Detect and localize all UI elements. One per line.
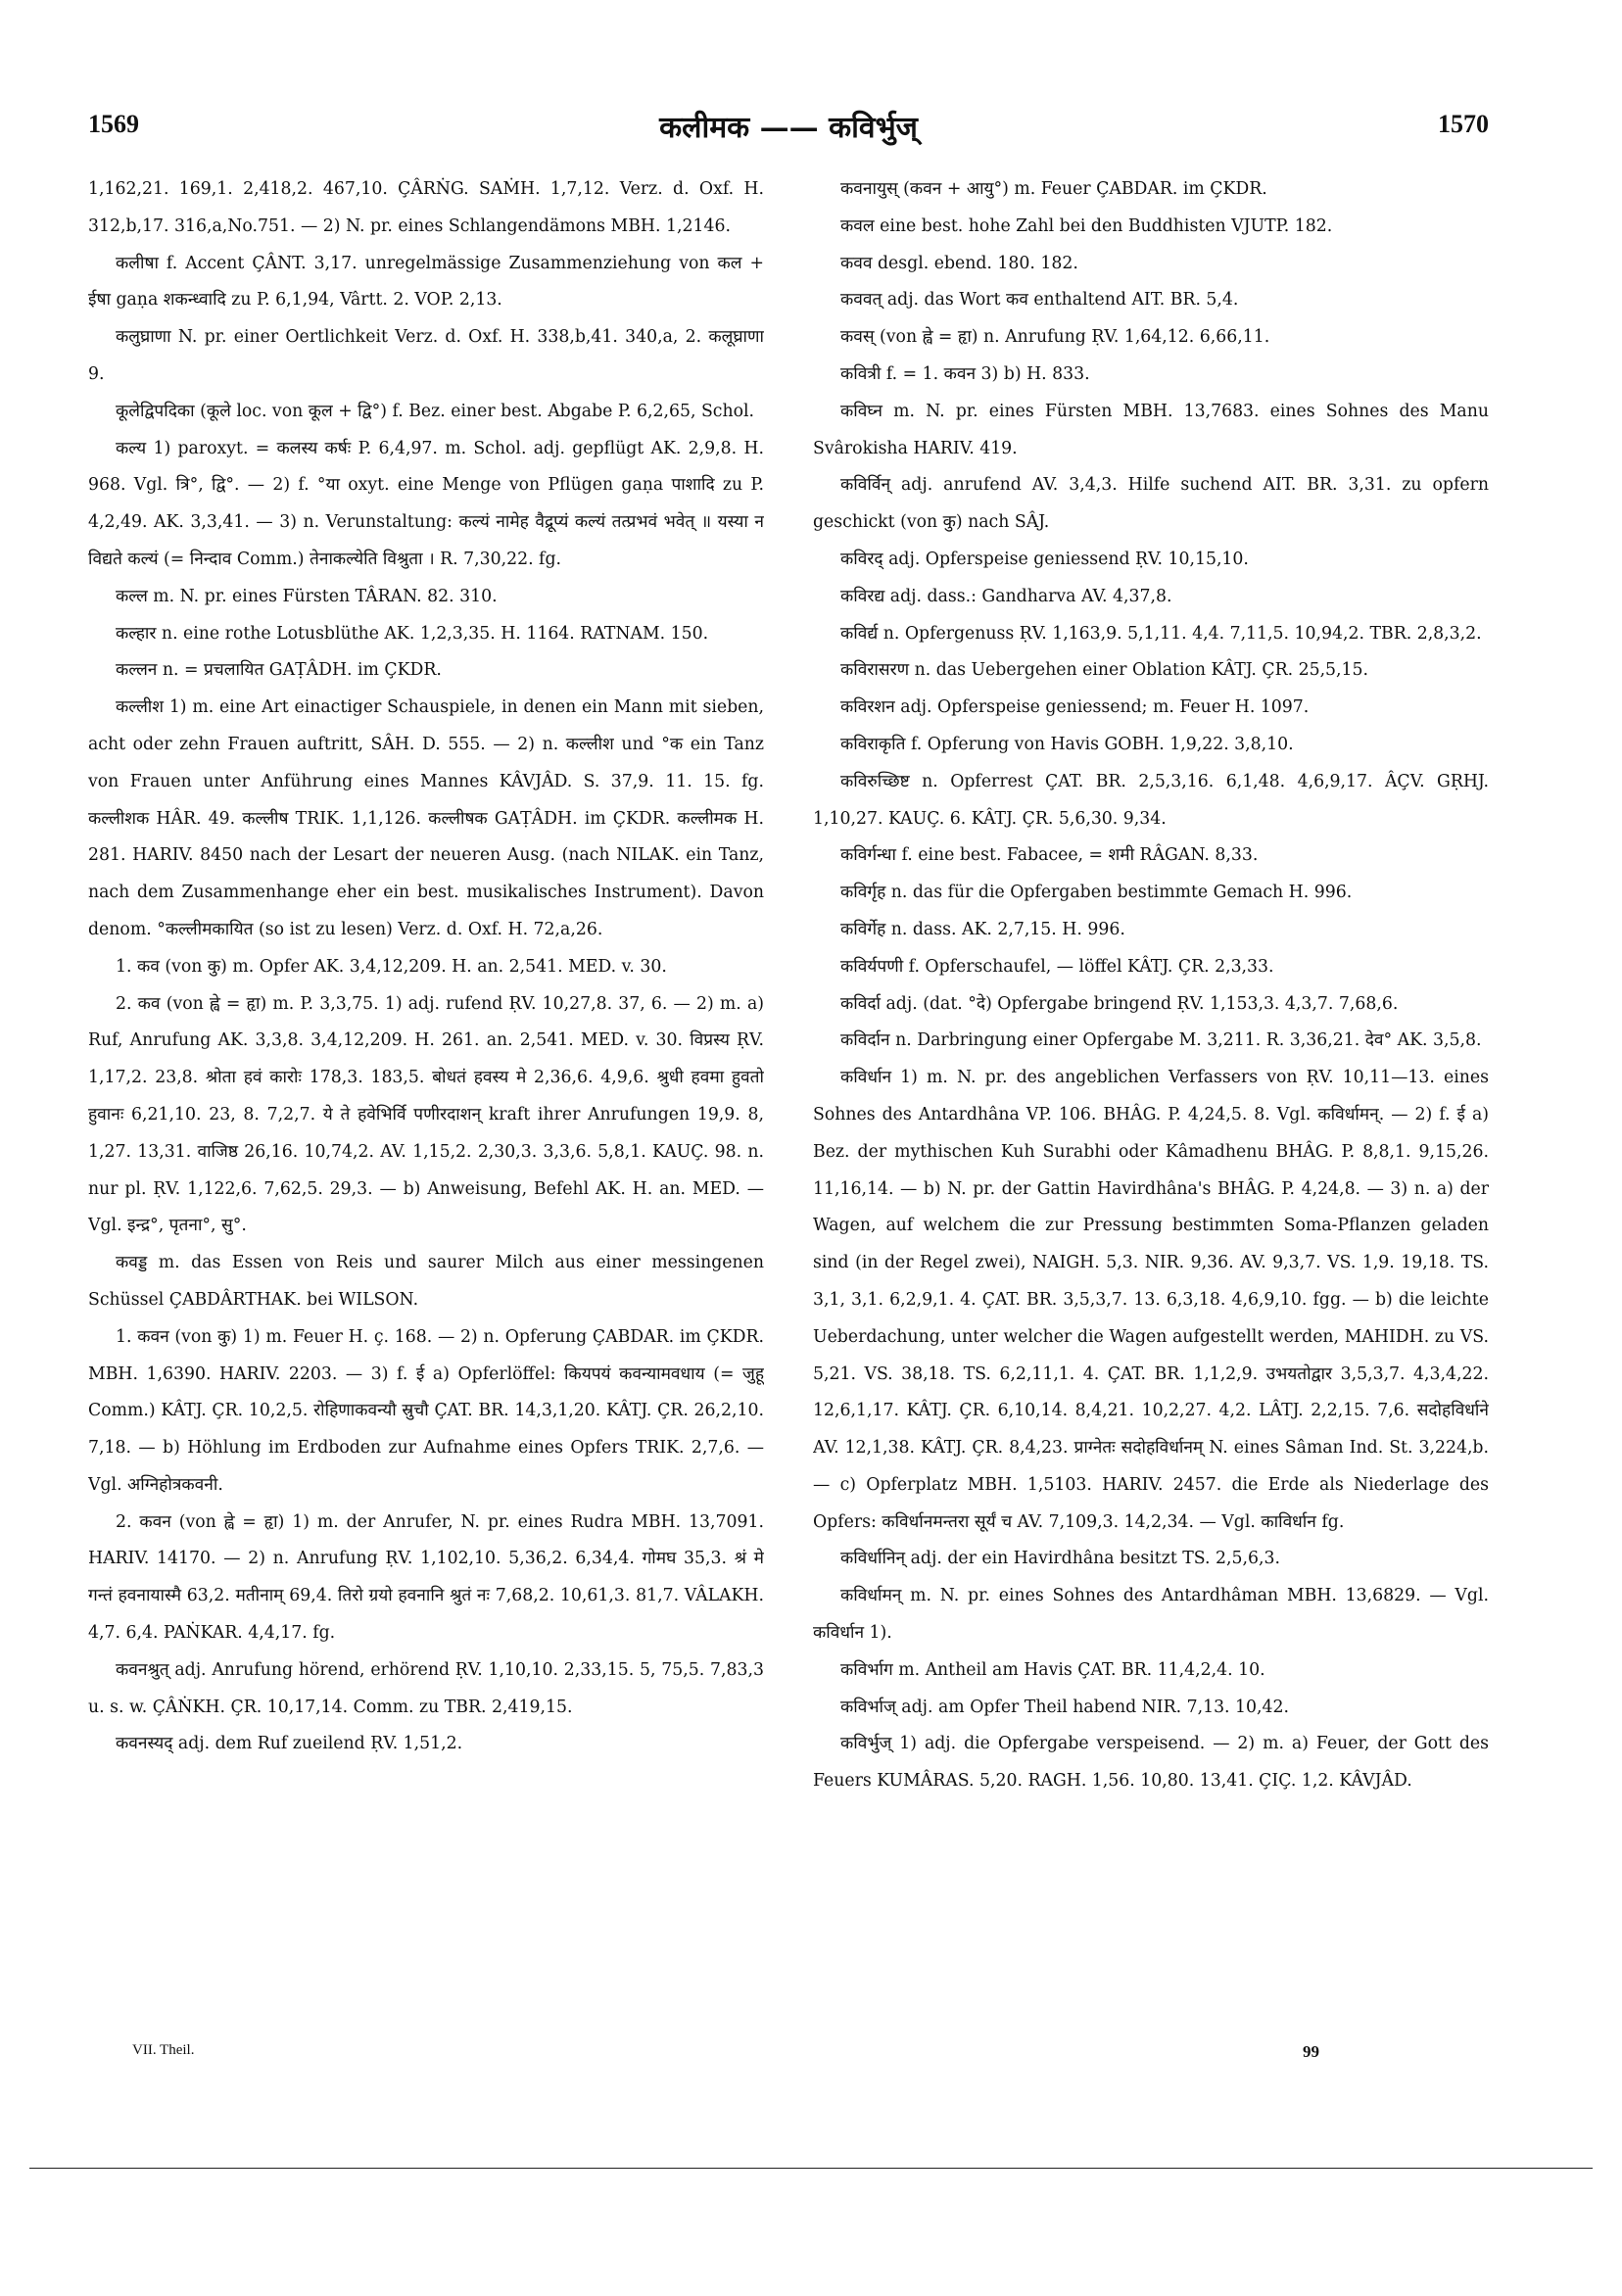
dictionary-entry: कवित्री f. = 1. कवन 3) b) H. 833.: [840, 363, 1090, 384]
left-column: [88, 171, 764, 2028]
dictionary-entry: 1. कवन (von कु) 1) m. Feuer H. ç. 168. — 2) n. Opferung ÇABDAR. im ÇKDR. MBH. 1,6390. HARIV. 2203. — 3) f. ई a) Opferlöffel: कियपयं कवन्यामवधाय (= जुहू Comm.) KÂTJ. ÇR. 10,2,5. रोहिणाकवन्यौ स्रुचौ ÇAT. BR. 14,3,1,20. KÂTJ. ÇR. 26,2,10. 7,18. — b) Höhlung im Erdboden zur Aufnahme eines Opfers TRIK. 2,7,6. — Vgl. अग्निहोत्रकवनी.: [88, 1326, 764, 1495]
dictionary-entry: कवनस्यद् adj. dem Ruf zueilend ṚV. 1,51,2.: [116, 1734, 463, 1754]
dictionary-entry: कविरद् adj. Opferspeise geniessend ṚV. 10,15,10.: [840, 549, 1249, 569]
page-footer: [88, 2042, 1489, 2072]
dictionary-entry: कविर्यपणी f. Opferschaufel, — löffel KÂTJ. ÇR. 2,3,33.: [840, 956, 1274, 977]
dictionary-entry: कविर्विन् adj. anrufend AV. 3,4,3. Hilfe suchend AIT. BR. 3,31. zu opfern geschickt (von कु) nach SÂJ.: [813, 475, 1489, 533]
dictionary-entry: कवड्ड m. das Essen von Reis und saurer Milch aus einer messingenen Schüssel ÇABDÂRTHAK. bei WILSON.: [88, 1253, 764, 1310]
left-page-number: 1569: [88, 110, 139, 138]
dictionary-entry: कवनश्रुत् adj. Anrufung hörend, erhörend ṚV. 1,10,10. 2,33,15. 5, 75,5. 7,83,3 u. s. w. ÇÂṄKH. ÇR. 10,17,14. Comm. zu TBR. 2,419,15.: [88, 1659, 764, 1717]
dictionary-entry: कविर्धामन् m. N. pr. eines Sohnes des Antardhâman MBH. 13,6829. — Vgl. कविर्धान 1).: [813, 1586, 1489, 1644]
right-column: [813, 171, 1489, 2028]
dictionary-entry: कल्ल m. N. pr. eines Fürsten TÂRAN. 82. 310.: [116, 586, 498, 606]
dictionary-entry: कलुघ्राणा N. pr. einer Oertlichkeit Verz. d. Oxf. H. 338,b,41. 340,a, 2. कलूघ्राणा 9.: [88, 327, 764, 384]
dictionary-entry: कविघ्न m. N. pr. eines Fürsten MBH. 13,7683. eines Sohnes des Manu Svârokisha HARIV. 419.: [813, 401, 1489, 458]
dictionary-entry: कविर्गेह n. dass. AK. 2,7,15. H. 996.: [840, 919, 1125, 939]
dictionary-entry: 1,162,21. 169,1. 2,418,2. 467,10. ÇÂRṄG. SAṀH. 1,7,12. Verz. d. Oxf. H. 312,b,17. 316,a,No.751. — 2) N. pr. eines Schlangendämons MBH. 1,2146.: [88, 179, 764, 236]
dictionary-entry: कविरुच्छिष्ट n. Opferrest ÇAT. BR. 2,5,3,16. 6,1,48. 4,6,9,17. ÂÇV. GṚHJ. 1,10,27. KAUÇ. 6. KÂTJ. ÇR. 5,6,30. 9,34.: [813, 771, 1489, 829]
right-page-number: 1570: [1438, 110, 1489, 138]
dictionary-entry: कवस् (von ह्वे = हृा) n. Anrufung ṚV. 1,64,12. 6,66,11.: [840, 327, 1270, 348]
dictionary-entry: कववत् adj. das Wort कव enthaltend AIT. BR. 5,4.: [840, 290, 1239, 311]
page-header: [88, 110, 1489, 149]
dictionary-entry: कल्हार n. eine rothe Lotusblüthe AK. 1,2,3,35. H. 1164. RATNAM. 150.: [116, 623, 709, 644]
dictionary-entry: कवव desgl. ebend. 180. 182.: [840, 253, 1078, 273]
dictionary-entry: कविर्गृह n. das für die Opfergaben bestimmte Gemach H. 996.: [840, 883, 1353, 903]
sheet-number: 99: [1303, 2042, 1319, 2061]
dictionary-entry: कविर्गन्धा f. eine best. Fabacee, = शमी RÂGAN. 8,33.: [840, 845, 1259, 866]
dictionary-entry: कविर्भुज् 1) adj. die Opfergabe verspeisend. — 2) m. a) Feuer, der Gott des Feuers KUMÂRAS. 5,20. RAGH. 1,56. 10,80. 13,41. ÇIÇ. 1,2. KÂVJÂD.: [813, 1734, 1489, 1792]
dictionary-entry: कविराकृति f. Opferung von Havis GOBH. 1,9,22. 3,8,10.: [840, 734, 1294, 754]
dictionary-entry: कविरासरण n. das Uebergehen einer Oblation KÂTJ. ÇR. 25,5,15.: [840, 660, 1369, 681]
dictionary-entry: कविर्दान n. Darbringung einer Opfergabe M. 3,211. R. 3,36,21. देव° AK. 3,5,8.: [840, 1030, 1482, 1051]
bottom-rule: [29, 2168, 1593, 2169]
dictionary-entry: कविर्धान 1) m. N. pr. des angeblichen Verfassers von ṚV. 10,11—13. eines Sohnes des Antardhâna VP. 106. BHÂG. P. 4,24,5. 8. Vgl. कविर्धामन्. — 2) f. ई a) Bez. der mythischen Kuh Surabhi oder Kâmadhenu BHÂG. P. 8,8,1. 9,15,26. 11,16,14. — b) N. pr. der Gattin Havirdhâna's BHÂG. P. 4,24,8. — 3) n. a) der Wagen, auf welchem die zur Pressung bestimmten Soma-Pflanzen geladen sind (in der Regel zwei), NAIGH. 5,3. NIR. 9,36. AV. 9,3,7. VS. 1,9. 19,18. TS. 3,1, 3,1. 6,2,9,1. 4. ÇAT. BR. 3,5,3,7. 13. 6,3,18. 4,6,9,10. fgg. — b) die leichte Ueberdachung, unter welcher die Wagen aufgestellt werden, MAHIDH. zu VS. 5,21. VS. 38,18. TS. 6,2,11,1. 4. ÇAT. BR. 1,1,2,9. उभयतोद्वार 3,5,3,7. 4,3,4,22. 12,6,1,17. KÂTJ. ÇR. 6,10,14. 8,4,21. 10,2,27. 4,2. LÂTJ. 2,2,15. 7,6. सदोहविर्धाने AV. 12,1,38. KÂTJ. ÇR. 8,4,23. प्राग्नेतः सदोहविर्धानम् N. eines Sâman Ind. St. 3,224,b. — c) Opferplatz MBH. 1,5103. HARIV. 2457. die Erde als Niederlage des Opfers: कविर्धानमन्तरा सूर्यं च AV. 7,109,3. 14,2,34. — Vgl. काविर्धान fg.: [813, 1068, 1489, 1532]
dictionary-entry: कविर्दा adj. (dat. °दे) Opfergabe bringend ṚV. 1,153,3. 4,3,7. 7,68,6.: [840, 993, 1399, 1014]
dictionary-entry: कल्य 1) paroxyt. = कलस्य कर्षः P. 6,4,97. m. Schol. adj. gepflügt AK. 2,9,8. H. 968. Vgl. त्रि°, द्वि°. — 2) f. °या oxyt. eine Menge von Pflügen gaṇa पाशादि zu P. 4,2,49. AK. 3,3,41. — 3) n. Verunstaltung: कल्यं नामेह वैद्रूप्यं कल्यं तत्प्रभवं भवेत् ॥ यस्या न विद्यते कल्यं (= निन्दाव Comm.) तेनाकल्येति विश्रुता । R. 7,30,22. fg.: [88, 438, 764, 569]
dictionary-entry: कविरद्य adj. dass.: Gandharva AV. 4,37,8.: [840, 586, 1172, 606]
dictionary-entry: 2. कव (von ह्वे = हृा) m. P. 3,3,75. 1) adj. rufend ṚV. 10,27,8. 37, 6. — 2) m. a) Ruf, Anrufung AK. 3,3,8. 3,4,12,209. H. 261. an. 2,541. MED. v. 30. विप्रस्य ṚV. 1,17,2. 23,8. श्रोता हवं कारोः 178,3. 183,5. बोधतं हवस्य मे 2,36,6. 4,9,6. श्रुधी हवमा हुवतो हुवानः 6,21,10. 23, 8. 7,2,7. ये ते हवेभिर्वि पणीरदाशन् kraft ihrer Anrufungen 19,9. 8, 1,27. 13,31. वाजिष्ठ 26,16. 10,74,2. AV. 1,15,2. 2,30,3. 3,3,6. 5,8,1. KAUÇ. 98. n. nur pl. ṚV. 1,122,6. 7,62,5. 29,3. — b) Anweisung, Befehl AK. H. an. MED. — Vgl. इन्द्र°, पृतना°, सु°.: [88, 993, 764, 1236]
dictionary-entry: कविर्भाग m. Antheil am Havis ÇAT. BR. 11,4,2,4. 10.: [840, 1659, 1265, 1680]
dictionary-entry: 2. कवन (von ह्वे = हृा) 1) m. der Anrufer, N. pr. eines Rudra MBH. 13,7091. HARIV. 14170. — 2) n. Anrufung ṚV. 1,102,10. 5,36,2. 6,34,4. गोमघ 35,3. श्रं मे गन्तं हवनायास्मै 63,2. मतीनाम् 69,4. तिरो ग्रयो हवनानि श्रुतं नः 7,68,2. 10,61,3. 81,7. VÂLAKH. 4,7. 6,4. PAṄKAR. 4,4,17. fg.: [88, 1511, 764, 1644]
dictionary-entry: कविर्धानिन् adj. der ein Havirdhâna besitzt TS. 2,5,6,3.: [840, 1549, 1280, 1569]
dictionary-entry: कवल eine best. hohe Zahl bei den Buddhisten VJUTP. 182.: [840, 215, 1333, 236]
dictionary-entry: कल्लीश 1) m. eine Art einactiger Schauspiele, in denen ein Mann mit sieben, acht oder zehn Frauen auftritt, SÂH. D. 555. — 2) n. कल्लीश und °क ein Tanz von Frauen unter Anführung eines Mannes KÂVJÂD. S. 37,9. 11. 15. fg. कल्लीशक HÂR. 49. कल्लीष TRIK. 1,1,126. कल्लीषक GAṬÂDH. im ÇKDR. कल्लीमक H. 281. HARIV. 8450 nach der Lesart der neueren Ausg. (nach NILAK. ein Tanz, nach dem Zusammenhange eher ein best. musikalisches Instrument). Davon denom. °कल्लीमकायित (so ist zu lesen) Verz. d. Oxf. H. 72,a,26.: [88, 697, 764, 939]
dictionary-entry: कविर्भाज् adj. am Opfer Theil habend NIR. 7,13. 10,42.: [840, 1697, 1290, 1717]
dictionary-entry: कूलेद्विपदिका (कूले loc. von कूल + द्वि°) f. Bez. einer best. Abgabe P. 6,2,65, Schol.: [116, 401, 755, 421]
running-title: कलीमक —— कविर्भुज्: [659, 111, 918, 145]
dictionary-entry: कविरशन adj. Opferspeise geniessend; m. Feuer H. 1097.: [840, 697, 1310, 718]
dictionary-entry: कवनायुस् (कवन + आयु°) m. Feuer ÇABDAR. im ÇKDR.: [840, 179, 1267, 199]
dictionary-entry: कविर्द्य n. Opfergenuss ṚV. 1,163,9. 5,1,11. 4,4. 7,11,5. 10,94,2. TBR. 2,8,3,2.: [840, 623, 1482, 644]
volume-signature: VII. Theil.: [132, 2042, 195, 2058]
dictionary-entry: कलीषा f. Accent ÇÂNT. 3,17. unregelmässige Zusammenziehung von कल + ईषा gaṇa शकन्ध्वादि zu P. 6,1,94, Vârtt. 2. VOP. 2,13.: [88, 253, 764, 311]
dictionary-entry: कल्लन n. = प्रचलायित GAṬÂDH. im ÇKDR.: [116, 660, 442, 681]
dictionary-entry: 1. कव (von कु) m. Opfer AK. 3,4,12,209. H. an. 2,541. MED. v. 30.: [116, 956, 667, 977]
